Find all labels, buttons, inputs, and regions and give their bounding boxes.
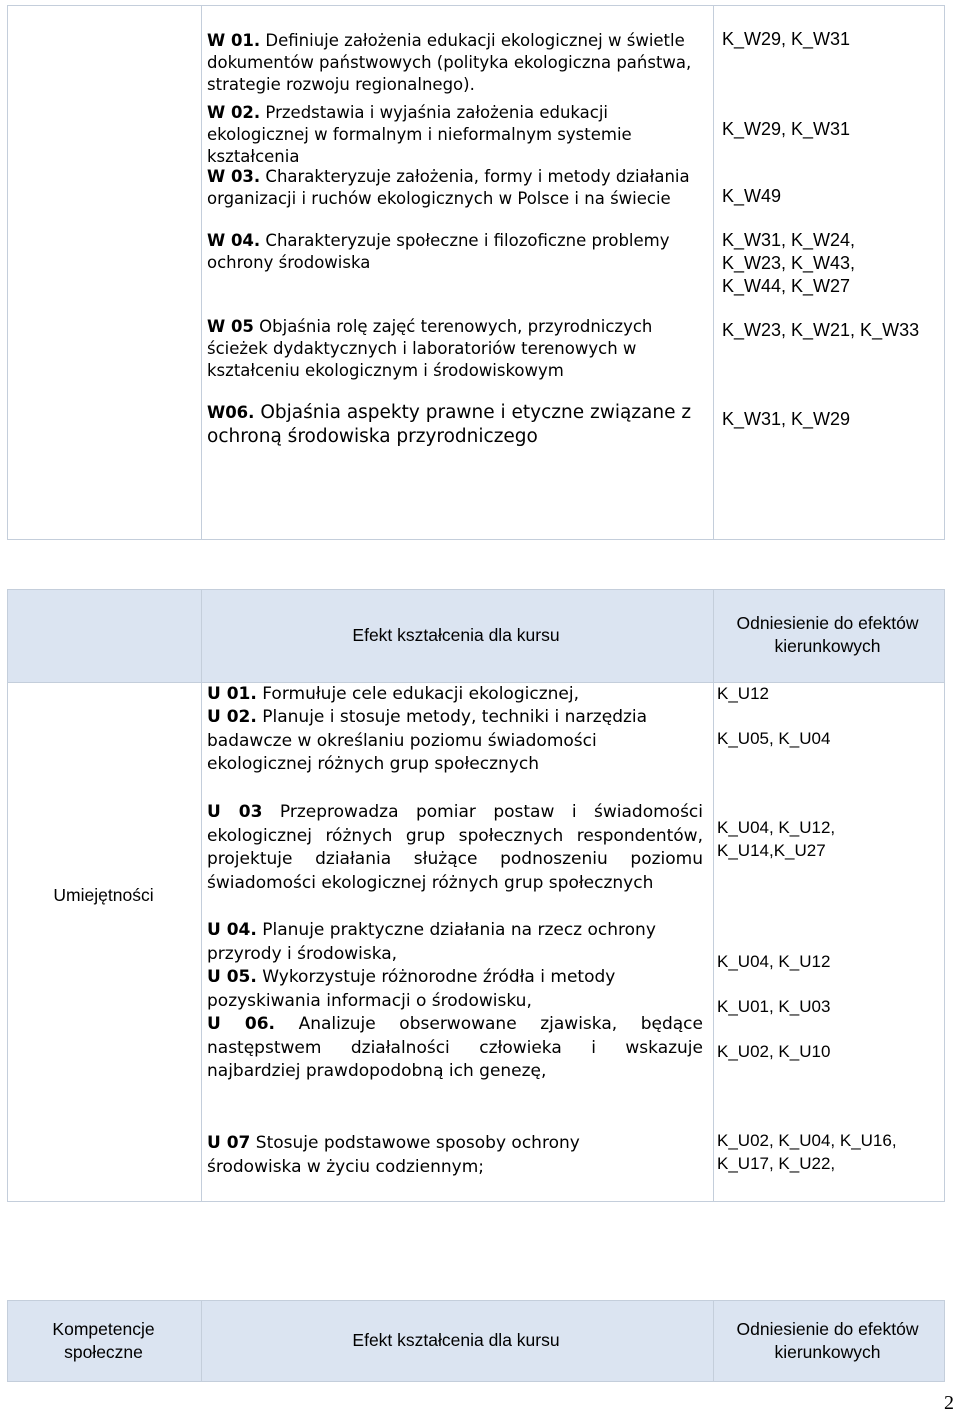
skills-header-left <box>8 590 201 682</box>
ref-u04: K_U04, K_U12 <box>717 952 831 971</box>
ref-w04-a: K_W31, K_W24, <box>722 230 856 250</box>
competences-header-ref-label-1: Odniesienie do efektów <box>736 1319 919 1339</box>
ref-u03-b: K_U14,K_U27 <box>717 841 826 860</box>
ref-u06: K_U02, K_U10 <box>717 1042 831 1061</box>
effect-w04: W 04. Charakteryzuje społeczne i filozoficzne problemy ochrony środowiska <box>207 231 670 272</box>
ref-w04-b: K_W23, K_W43, <box>722 253 856 273</box>
effect-w02: W 02. Przedstawia i wyjaśnia założenia edukacji ekologicznej w formalnym i nieformalnym systemie kształcenia <box>207 103 632 166</box>
effect-w05: W 05 Objaśnia rolę zajęć terenowych, przyrodniczych ścieżek dydaktycznych i laboratoriów terenowych w kształceniu ekologicznym i środowiskowym <box>207 317 653 380</box>
ref-w06: K_W31, K_W29 <box>722 409 851 429</box>
ref-u03-a: K_U04, K_U12, <box>717 818 836 837</box>
effect-u01: U 01. Formułuje cele edukacji ekologicznej, <box>207 684 579 704</box>
competences-category-label-1: Kompetencje <box>52 1319 155 1339</box>
ref-w05: K_W23, K_W21, K_W33 <box>722 320 920 340</box>
page-number: 2 <box>944 1392 954 1414</box>
ref-w03: K_W49 <box>722 186 782 206</box>
effect-u06: U 06. Analizuje obserwowane zjawiska, będące następstwem działalności człowieka i wskazuje najbardziej prawdopodobną ich genezę, <box>207 1014 703 1081</box>
effect-w06: W06. Objaśnia aspekty prawne i etyczne związane z ochroną środowiska przyrodniczego <box>207 402 692 447</box>
ref-u07-a: K_U02, K_U04, K_U16, <box>717 1131 897 1150</box>
ref-u07-b: K_U17, K_U22, <box>717 1154 836 1173</box>
competences-category-label-2: społeczne <box>64 1342 143 1362</box>
skills-category-cell <box>8 682 201 1201</box>
ref-u01: K_U12 <box>717 684 769 703</box>
ref-w01: K_W29, K_W31 <box>722 29 851 49</box>
skills-header-ref-label-1: Odniesienie do efektów <box>736 613 919 633</box>
competences-header-effect-label: Efekt kształcenia dla kursu <box>352 1330 560 1350</box>
competences-header-ref-label-2: kierunkowych <box>774 1342 881 1362</box>
ref-w02: K_W29, K_W31 <box>722 119 851 139</box>
effect-u03: U 03 Przeprowadza pomiar postaw i świadomości ekologicznej różnych grup społecznych respondentów, projektuje działania służące podnoszeniu poziomu świadomości ekologicznej różnych grup społecznych <box>207 802 703 893</box>
skills-header-effect-label: Efekt kształcenia dla kursu <box>352 625 560 645</box>
ref-u02: K_U05, K_U04 <box>717 729 831 748</box>
effect-u07: U 07 Stosuje podstawowe sposoby ochrony środowiska w życiu codziennym; <box>207 1133 580 1177</box>
effect-u02: U 02. Planuje i stosuje metody, techniki i narzędzia badawcze w określaniu poziomu świadomości ekologicznej różnych grup społecznych <box>207 707 648 774</box>
ref-w04-c: K_W44, K_W27 <box>722 276 851 296</box>
effect-w03: W 03. Charakteryzuje założenia, formy i metody działania organizacji i ruchów ekologicznych w Polsce i na świecie <box>207 167 690 208</box>
effect-u04: U 04. Planuje praktyczne działania na rzecz ochrony przyrody i środowiska, <box>207 920 656 964</box>
ref-u05: K_U01, K_U03 <box>717 997 831 1016</box>
skills-category-label: Umiejętności <box>53 885 154 905</box>
skills-refs-cell <box>713 682 944 1201</box>
skills-header-ref-label-2: kierunkowych <box>774 636 881 656</box>
effect-w01: W 01. Definiuje założenia edukacji ekologicznej w świetle dokumentów państwowych (polityka ekologiczna państwa, strategie rozwoju regionalnego). <box>207 31 692 94</box>
effect-u05: U 05. Wykorzystuje różnorodne źródła i metody pozyskiwania informacji o środowisku, <box>207 967 616 1011</box>
